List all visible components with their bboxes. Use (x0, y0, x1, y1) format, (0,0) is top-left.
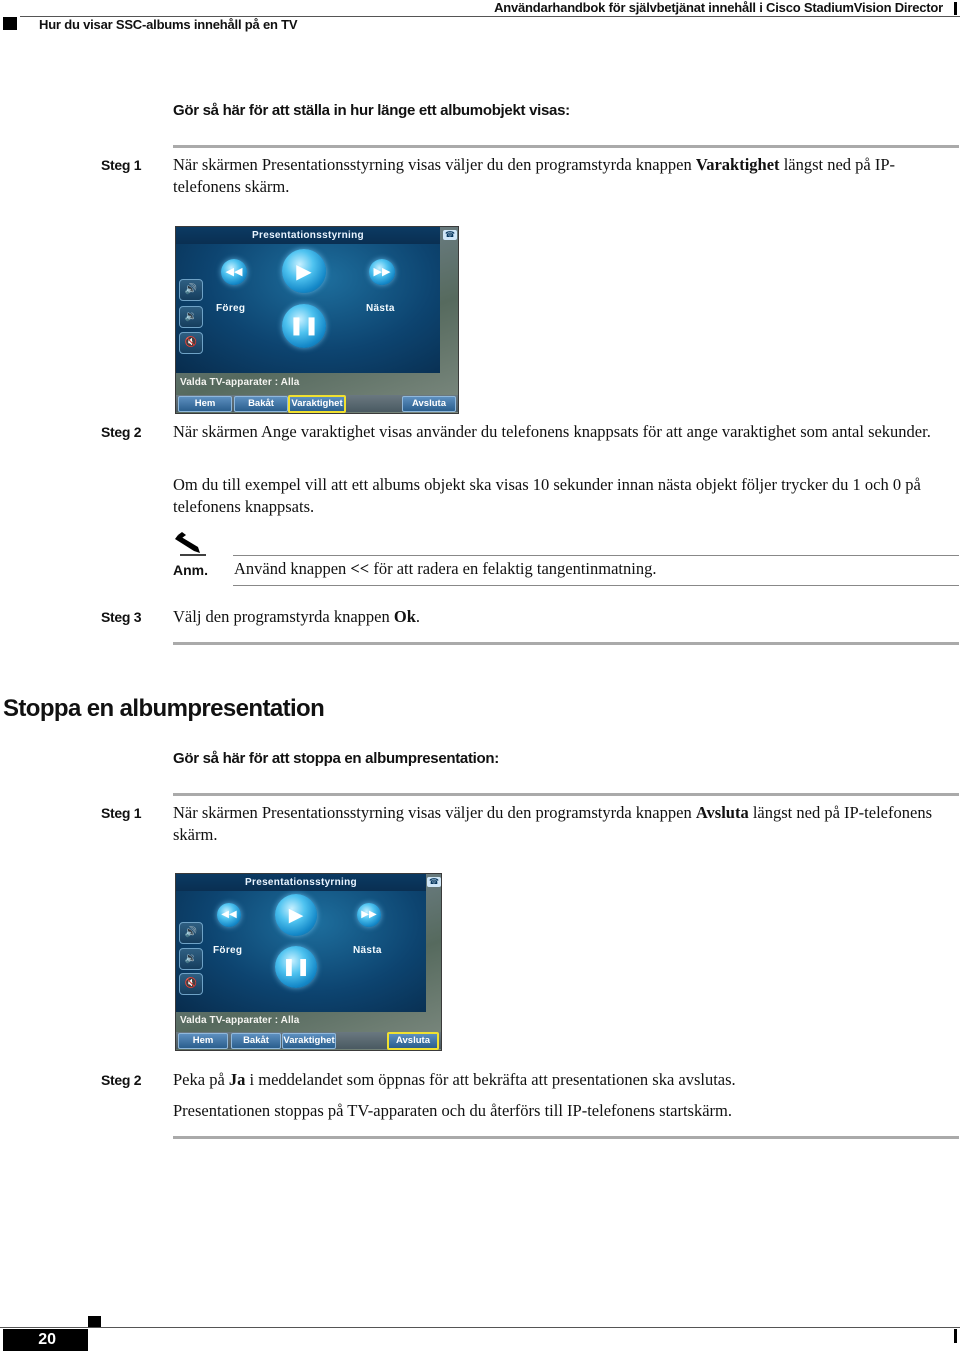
pencil-note-icon (174, 531, 208, 557)
selected-tvs: Valda TV-apparater : Alla (180, 377, 300, 388)
step-text: Om du till exempel vill att ett albums objekt ska visas 10 sekunder innan nästa objekt följer trycker du 1 och 0 på telefonens knappsats. (173, 475, 921, 516)
volume-up-icon: 🔊 (179, 922, 203, 944)
softkey-duration[interactable]: Varaktighet (288, 395, 346, 413)
step-label: Steg 1 (101, 805, 142, 821)
manual-title: Användarhandbok för självbetjänat innehåll i Cisco StadiumVision Director (494, 0, 943, 15)
softkey-home[interactable]: Hem (178, 1033, 228, 1049)
header-marker (3, 17, 17, 30)
page-number: 20 (3, 1329, 88, 1351)
procedure-rule (173, 793, 959, 796)
prev-label: Föreg (213, 945, 243, 956)
phone-screenshot (175, 226, 459, 414)
step-text: Peka på Ja i meddelandet som öppnas för att bekräfta att presentationen ska avslutas. (173, 1070, 736, 1089)
play-icon: ▶ (282, 249, 326, 293)
footer-rule (0, 1327, 960, 1328)
step-text: När skärmen Presentationsstyrning visas väljer du den programstyrda knappen Avsluta längst ned på IP-telefonens skärm. (173, 803, 932, 844)
softkey-bar (176, 395, 458, 412)
step-text: Välj den programstyrda knappen Ok. (173, 607, 420, 626)
rewind-icon: ◀◀ (217, 903, 241, 927)
mute-icon: 🔇 (179, 973, 203, 995)
softkey-home[interactable]: Hem (178, 396, 232, 412)
prev-label: Föreg (216, 303, 246, 314)
next-label: Nästa (366, 303, 395, 314)
volume-down-icon: 🔉 (179, 948, 203, 970)
procedure-title: Gör så här för att ställa in hur länge ett albumobjekt visas: (173, 102, 570, 119)
section-title: Stoppa en albumpresentation (3, 695, 325, 722)
note-rule-bottom (233, 585, 959, 586)
note-text: Använd knappen << för att radera en felaktig tangentinmatning. (234, 559, 657, 578)
phone-status-icon: ☎ (443, 230, 457, 240)
selected-tvs: Valda TV-apparater : Alla (180, 1015, 300, 1026)
softkey-duration[interactable]: Varaktighet (282, 1033, 336, 1049)
volume-up-icon: 🔊 (179, 279, 203, 301)
step-text: När skärmen Presentationsstyrning visas väljer du den programstyrda knappen Varaktighet längst ned på IP-telefonens skärm. (173, 155, 896, 196)
softkey-back[interactable]: Bakåt (231, 1033, 281, 1049)
phone-screen (176, 874, 426, 1012)
note-rule-top (233, 555, 959, 556)
procedure-end-rule (173, 642, 959, 645)
phone-title: Presentationsstyrning (176, 874, 426, 891)
phone-screen (176, 227, 440, 373)
fast-forward-icon: ▶▶ (369, 259, 395, 285)
phone-title: Presentationsstyrning (176, 227, 440, 244)
fast-forward-icon: ▶▶ (357, 903, 381, 927)
chapter-title: Hur du visar SSC-albums innehåll på en TV (39, 17, 298, 32)
procedure-rule (173, 145, 959, 148)
phone-status-icon: ☎ (427, 877, 441, 887)
step-text: Presentationen stoppas på TV-apparaten och du återförs till IP-telefonens startskärm. (173, 1101, 733, 1120)
play-icon: ▶ (275, 894, 317, 936)
procedure-end-rule (173, 1136, 959, 1139)
pause-icon: ❚❚ (275, 946, 317, 988)
footer-bar (954, 1329, 957, 1343)
softkey-back[interactable]: Bakåt (234, 396, 288, 412)
softkey-bar (176, 1032, 441, 1049)
rewind-icon: ◀◀ (221, 259, 247, 285)
note-label: Anm. (173, 562, 208, 578)
step-label: Steg 2 (101, 1072, 142, 1088)
softkey-exit[interactable]: Avsluta (402, 396, 456, 412)
footer-marker (88, 1316, 101, 1327)
step-label: Steg 3 (101, 609, 142, 625)
step-label: Steg 1 (101, 157, 142, 173)
header-bar (954, 2, 957, 15)
volume-down-icon: 🔉 (179, 306, 203, 328)
pause-icon: ❚❚ (282, 304, 326, 348)
next-label: Nästa (353, 945, 382, 956)
step-label: Steg 2 (101, 424, 142, 440)
procedure-title: Gör så här för att stoppa en albumpresentation: (173, 750, 499, 767)
step-text: När skärmen Ange varaktighet visas använder du telefonens knappsats för att ange varaktighet som antal sekunder. (173, 422, 931, 441)
phone-screenshot (175, 873, 442, 1051)
mute-icon: 🔇 (179, 332, 203, 354)
softkey-exit[interactable]: Avsluta (387, 1032, 439, 1050)
